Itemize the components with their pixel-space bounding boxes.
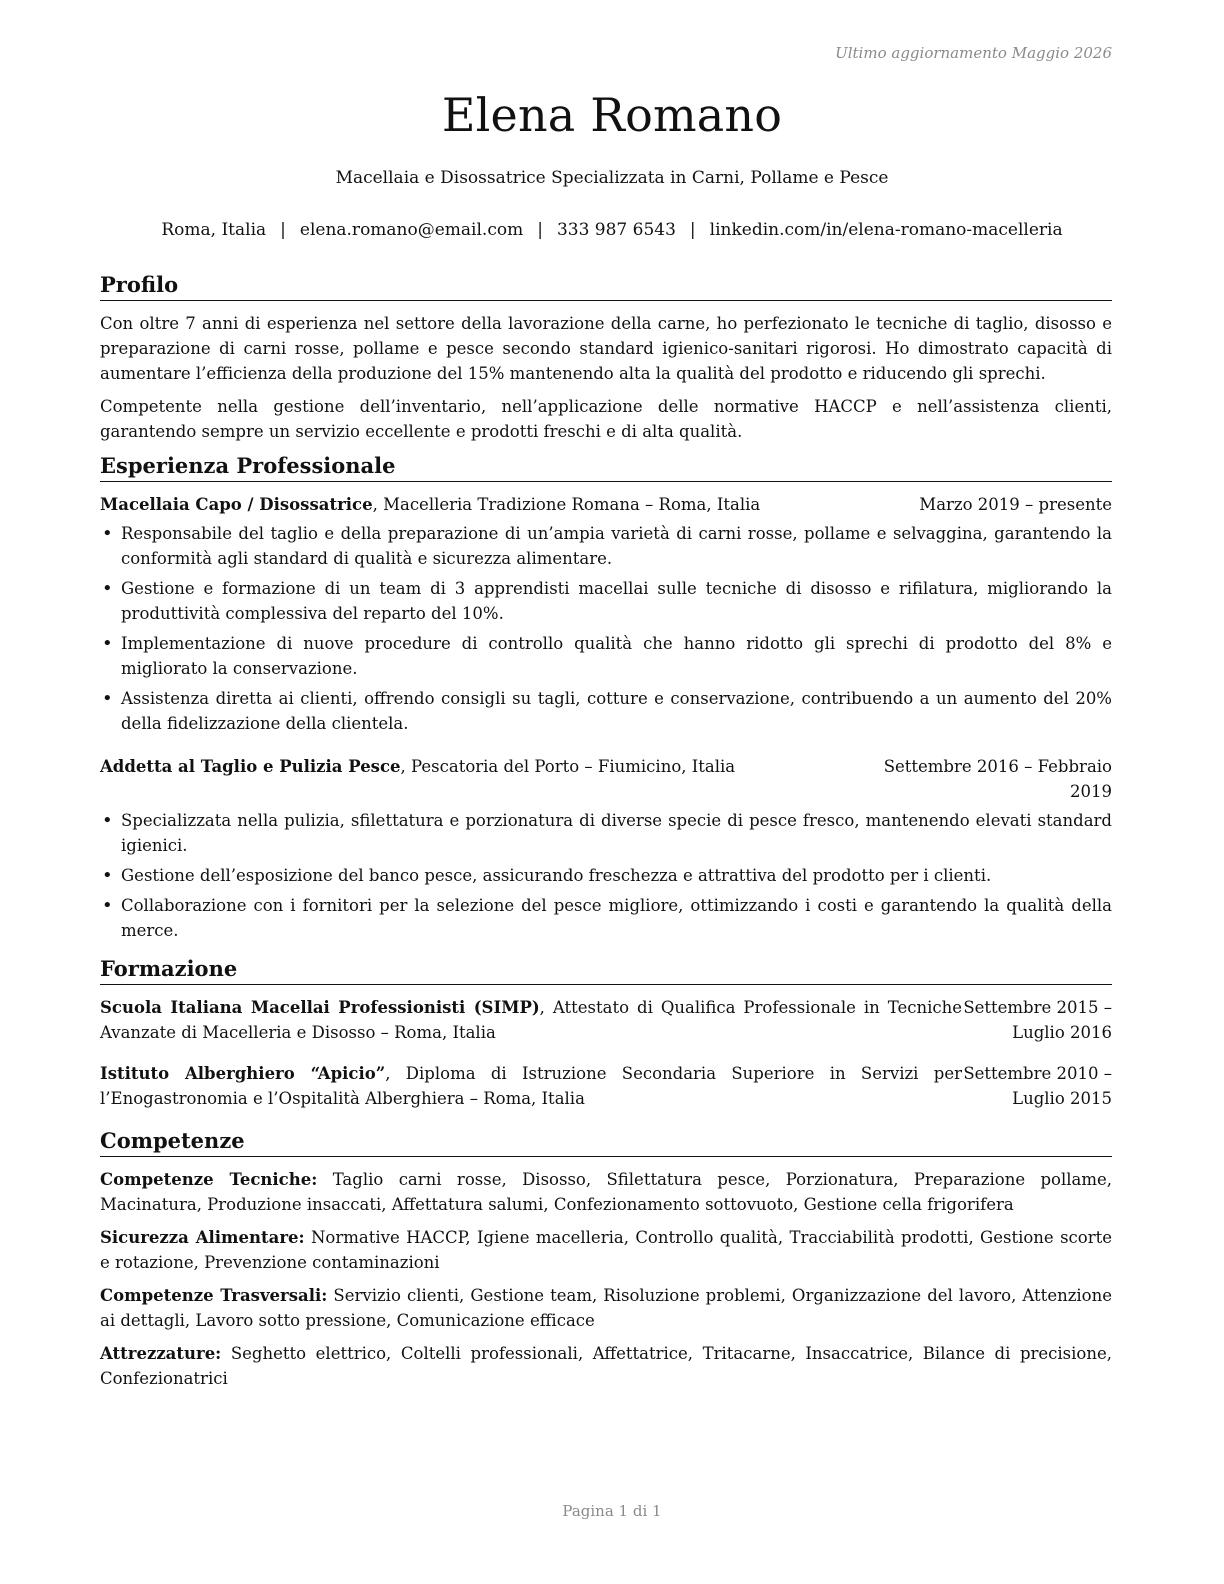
school-name: Scuola Italiana Macellai Professionisti (SIMP) xyxy=(100,998,540,1017)
job-role: Macellaia Capo / Disossatrice xyxy=(100,495,373,514)
qualification: , Attestato di Qualifica Professionale in Tecniche Avanzate di Macelleria e Disosso – Roma, Italia xyxy=(100,998,962,1042)
section-heading-profile: Profilo xyxy=(100,271,1112,301)
education-item xyxy=(100,995,1112,1045)
job-title-line xyxy=(100,492,919,517)
candidate-name: Elena Romano xyxy=(441,88,783,142)
list-item: • Responsabile del taglio e della preparazione di un’ampia varietà di carni rosse, pollame e selvaggina, garantendo la conformità agli standard di qualità e sicurezza alimentare. xyxy=(100,521,1112,571)
skill-label: Attrezzature: xyxy=(100,1344,222,1363)
skill-text: Seghetto elettrico, Coltelli professionali, Affettatrice, Tritacarne, Insaccatrice, Bilance di precisione, Confezionatrici xyxy=(100,1344,1112,1388)
job-dates: Settembre 2016 – Febbraio 2019 xyxy=(883,757,1112,801)
job-header xyxy=(100,492,1112,517)
page-number: Pagina 1 di 1 xyxy=(562,1502,662,1520)
job-company: , Pescatoria del Porto – Fiumicino, Italia xyxy=(400,757,736,776)
skill-group xyxy=(100,1283,1112,1333)
profile-paragraph: Con oltre 7 anni di esperienza nel settore della lavorazione della carne, ho perfezionato le tecniche di taglio, disosso e preparazione di carni rosse, pollame e pesce secondo standard igienico-sanitari rigorosi. Ho dimostrato capacità di aumentare l’efficienza della produzione del 15% mantenendo alta la qualità del prodotto e riducendo gli sprechi. xyxy=(100,314,1112,383)
education-item xyxy=(100,1061,1112,1111)
job-bullets xyxy=(100,521,1112,736)
resume-content xyxy=(100,271,1112,1399)
separator: | xyxy=(537,220,543,240)
job-title-line xyxy=(100,754,872,779)
skill-label: Sicurezza Alimentare: xyxy=(100,1228,305,1247)
section-heading-skills: Competenze xyxy=(100,1127,1112,1157)
profile-section xyxy=(100,271,1112,444)
skill-group xyxy=(100,1341,1112,1391)
list-item: • Assistenza diretta ai clienti, offrendo consigli su tagli, cotture e conservazione, contribuendo a un aumento del 20% della fidelizzazione della clientela. xyxy=(100,686,1112,736)
separator: | xyxy=(280,220,286,240)
candidate-tagline: Macellaia e Disossatrice Specializzata in Carni, Pollame e Pesce xyxy=(335,168,889,188)
job-header xyxy=(100,754,1112,804)
section-heading-experience: Esperienza Professionale xyxy=(100,452,1112,482)
job-bullets xyxy=(100,808,1112,943)
skill-group xyxy=(100,1167,1112,1217)
school-name: Istituto Alberghiero “Apicio” xyxy=(100,1064,386,1083)
skill-text: Taglio carni rosse, Disosso, Sfilettatura pesce, Porzionatura, Preparazione pollame, Macinatura, Produzione insaccati, Affettatura salumi, Confezionamento sottovuoto, Gestione cella frigorifera xyxy=(100,1170,1113,1214)
experience-section xyxy=(100,452,1112,943)
job-dates: Marzo 2019 – presente xyxy=(919,495,1112,514)
job-company: , Macelleria Tradizione Romana – Roma, Italia xyxy=(372,495,761,514)
profile-paragraph: Competente nella gestione dell’inventario, nell’applicazione delle normative HACCP e nell’assistenza clienti, garantendo sempre un servizio eccellente e prodotti freschi e di alta qualità. xyxy=(100,397,1112,441)
skill-text: Servizio clienti, Gestione team, Risoluzione problemi, Organizzazione del lavoro, Attenzione ai dettagli, Lavoro sotto pressione, Comunicazione efficace xyxy=(100,1286,1113,1330)
list-item: • Gestione dell’esposizione del banco pesce, assicurando freschezza e attrattiva del prodotto per i clienti. xyxy=(100,863,1112,888)
linkedin-link[interactable]: linkedin.com/in/elena-romano-macelleria xyxy=(709,220,1063,240)
skill-label: Competenze Tecniche: xyxy=(100,1170,318,1189)
contact-line xyxy=(0,220,1224,240)
phone-number[interactable]: 333 987 6543 xyxy=(556,220,676,240)
list-item: • Specializzata nella pulizia, sfilettatura e porzionatura di diverse specie di pesce fresco, mantenendo elevati standard igienici. xyxy=(100,808,1112,858)
qualification: , Diploma di Istruzione Secondaria Superiore in Servizi per l’Enogastronomia e l’Ospitalità Alberghiera – Roma, Italia xyxy=(100,1064,962,1108)
education-dates: Settembre 2015 – Luglio 2016 xyxy=(963,998,1112,1042)
location: Roma, Italia xyxy=(161,220,267,240)
section-heading-education: Formazione xyxy=(100,955,1112,985)
list-item: • Implementazione di nuove procedure di controllo qualità che hanno ridotto gli sprechi di prodotto del 8% e migliorato la conservazione. xyxy=(100,631,1112,681)
education-dates: Settembre 2010 – Luglio 2015 xyxy=(963,1064,1112,1108)
skill-group xyxy=(100,1225,1112,1275)
list-item: • Gestione e formazione di un team di 3 apprendisti macellai sulle tecniche di disosso e rifilatura, migliorando la produttività complessiva del reparto del 10%. xyxy=(100,576,1112,626)
skills-section xyxy=(100,1127,1112,1391)
last-updated-note: Ultimo aggiornamento Maggio 2026 xyxy=(835,44,1112,62)
job-role: Addetta al Taglio e Pulizia Pesce xyxy=(100,757,401,776)
separator: | xyxy=(689,220,696,240)
education-section xyxy=(100,955,1112,1111)
email-link[interactable]: elena.romano@email.com xyxy=(299,220,524,240)
skill-label: Competenze Trasversali: xyxy=(100,1286,328,1305)
list-item: • Collaborazione con i fornitori per la selezione del pesce migliore, ottimizzando i costi e garantendo la qualità della merce. xyxy=(100,893,1112,943)
skill-text: Normative HACCP, Igiene macelleria, Controllo qualità, Tracciabilità prodotti, Gestione scorte e rotazione, Prevenzione contaminazioni xyxy=(100,1228,1112,1272)
